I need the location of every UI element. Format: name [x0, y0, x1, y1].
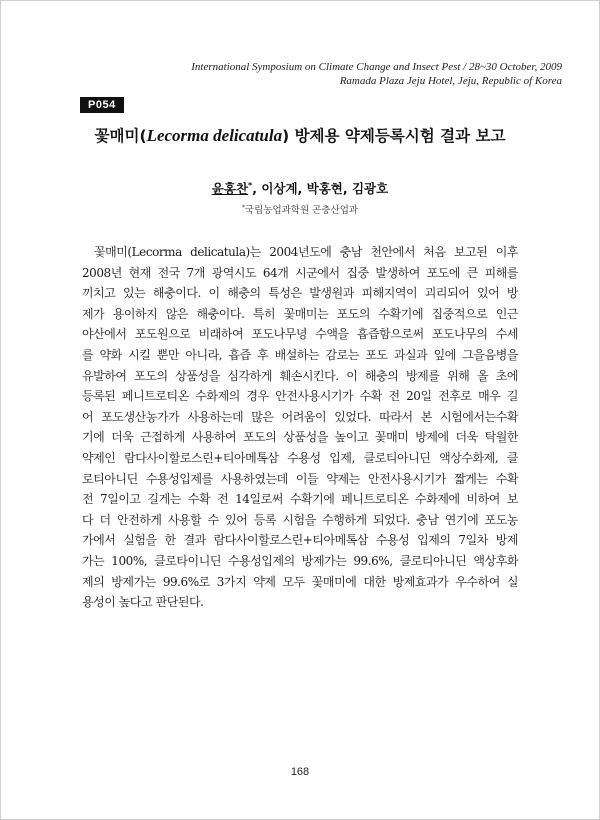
running-header [191, 60, 562, 88]
abstract-line: 약제인 람다사이할로스린+티아메톡삼 수용성 입제, 클로티아니딘 액상수화제, 클 [82, 450, 518, 465]
abstract-line: 제가 용이하지 않은 해충이다. 특히 꽃매미는 포도의 수확기에 집중적으로 인근 [82, 306, 518, 321]
affiliation-mark: * [241, 203, 245, 211]
other-authors: , 이상계, 박홍현, 김광호 [252, 181, 389, 196]
header-line-2: Ramada Plaza Jeju Hotel, Jeju, Republic of Korea [339, 75, 562, 87]
abstract-line: 꽃매미(Lecorma delicatula)는 2004년도에 충남 천안에서 처음 보고된 이후 [94, 245, 518, 259]
title-scientific-name: Lecorma delicatula [146, 126, 283, 145]
affiliation [0, 202, 600, 216]
abstract-line: 제의 방제가는 99.6%로 3가지 약제 모두 꽃매미에 대한 방제효과가 우수하여 실 [82, 574, 518, 589]
author-list [0, 179, 600, 197]
abstract-body [82, 242, 518, 613]
abstract-code-badge: P054 [80, 97, 124, 113]
abstract-line: 를 약화 시킬 뿐만 아니라, 흡즙 후 배설하는 감로는 포도 과실과 잎에 그을음병을 [82, 347, 518, 362]
abstract-line: 가에서 실험을 한 결과 람다사이할로스린+티아메톡삼 수용성 입제의 7일차 방제 [82, 533, 518, 548]
page-number: 168 [290, 766, 310, 778]
affiliation-text: 국립농업과학원 곤충산업과 [244, 205, 359, 216]
abstract-line: 가는 100%, 클로타이니딘 수용성입제의 방제가는 99.6%, 클로티아니딘 액상후화 [82, 553, 518, 568]
paper-title [0, 124, 600, 146]
abstract-line: 끼치고 있는 해충이다. 이 해충의 특성은 발생원과 피해지역이 괴리되어 있어 방 [82, 286, 518, 301]
presenting-author: 윤홍찬 [211, 181, 249, 196]
abstract-line: 전 7일이고 길게는 수확 전 14일로써 수확기에 페니트로티온 수화제에 비하여 보 [82, 492, 518, 507]
abstract-line: 로티아니딘 수용성입제를 사용하였는데 이들 약제는 안전사용시기가 짧게는 수확 [82, 471, 518, 486]
abstract-line: 기에 더욱 근접하게 사용하여 포도의 상품성을 높이고 꽃매미 방제에 더욱 탁월한 [82, 430, 518, 445]
title-suffix: ) 방제용 약제등록시험 결과 보고 [282, 127, 506, 145]
abstract-line: 어 포도생산농가가 사용하는데 많은 어려움이 있었다. 따라서 본 시험에서는수확 [82, 409, 518, 424]
header-line-1: International Symposium on Climate Change and Insect Pest / 28~30 October, 2009 [191, 61, 562, 73]
title-prefix: 꽃매미( [94, 127, 147, 145]
presenter-mark: * [248, 180, 253, 190]
abstract-line: 다 더 안전하게 사용할 수 있어 등록 시험을 수행하게 되었다. 충남 연기에 포도농 [82, 512, 518, 527]
abstract-line: 등록된 페니트로티온 수화제의 경우 안전사용시기가 수확 전 20일 전후로 매우 길 [82, 389, 518, 404]
abstract-line: 용성이 높다고 판단된다. [82, 595, 204, 610]
abstract-line: 2008년 현재 전국 7개 광역시도 64개 시군에서 집중 발생하여 포도에 큰 피해를 [82, 265, 518, 280]
abstract-line: 유발하여 포도의 상품성을 심각하게 훼손시킨다. 이 해충의 방제를 위해 올 초에 [82, 368, 518, 383]
abstract-line: 야산에서 포도원으로 비래하여 포도나무녕 수액을 흡즙함으로써 포도나무의 수세 [82, 327, 518, 342]
